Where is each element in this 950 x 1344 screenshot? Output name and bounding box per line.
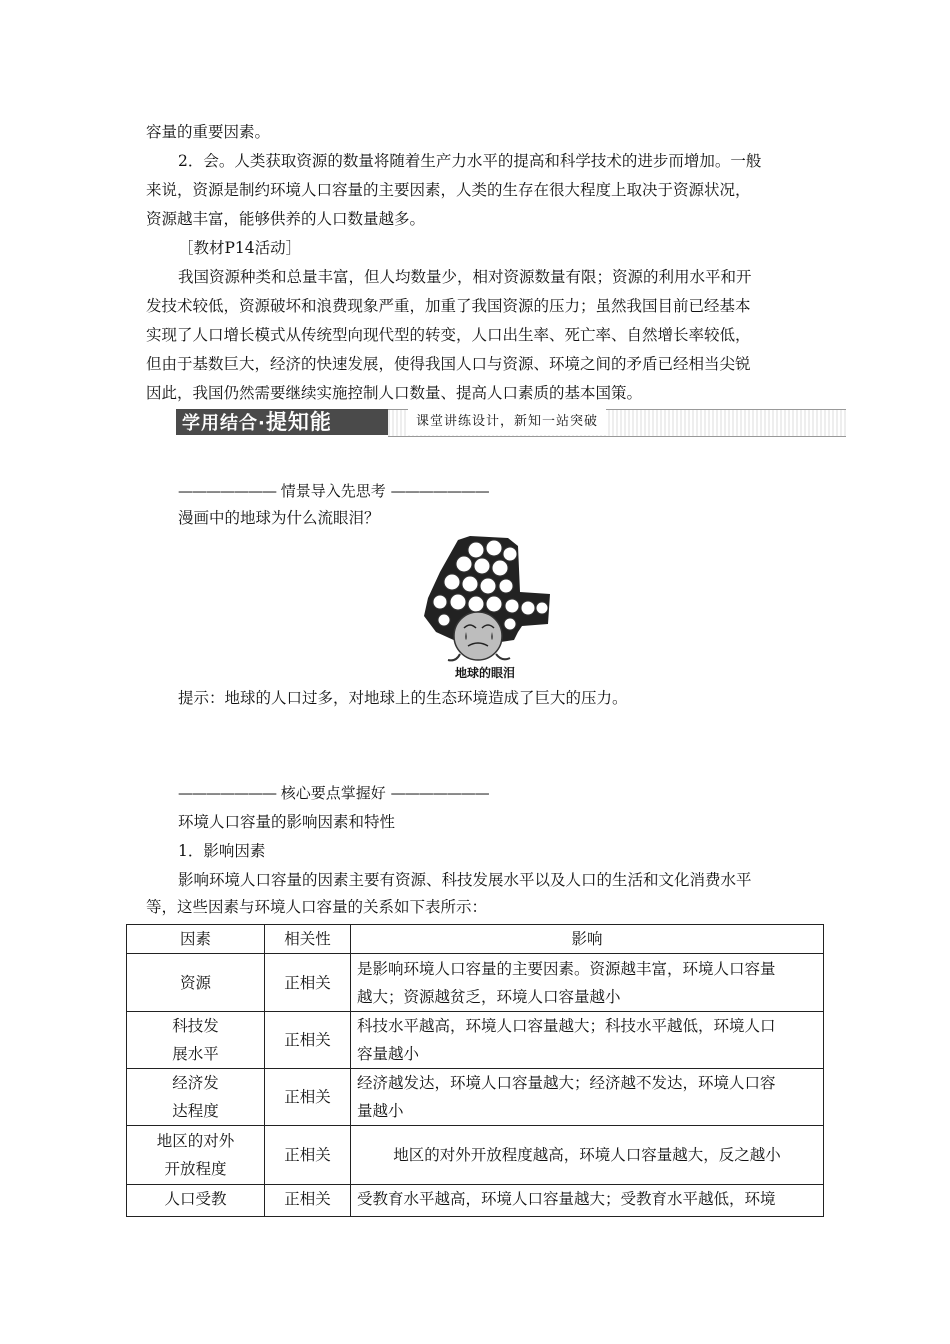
factor-cell [127, 1069, 265, 1126]
divider-dash: ——————— [390, 482, 489, 500]
earth-tears-cartoon [418, 532, 552, 682]
factors-table [126, 924, 824, 1217]
table-row [127, 954, 824, 1012]
factor-text: 人口受教 [164, 1190, 227, 1208]
para-3-line: 实现了人口增长模式从传统型向现代型的转变，人口出生率、死亡率、自然增长率较低， [146, 326, 751, 344]
effect-line: 经济越发达，环境人口容量越大；经济越不发达，环境人口容 [357, 1074, 776, 1092]
effect-cell [351, 1012, 824, 1069]
factor-text: 地区的对外 [156, 1132, 235, 1150]
correlation-cell: 正相关 [265, 1012, 351, 1069]
table-row [127, 1069, 824, 1126]
factor-text: 达程度 [172, 1102, 219, 1120]
topic-heading: 环境人口容量的影响因素和特性 [178, 813, 396, 831]
correlation-cell: 正相关 [265, 1069, 351, 1126]
body-line: 影响环境人口容量的因素主要有资源、科技发展水平以及人口的生活和文化消费水平 [178, 871, 752, 889]
effect-line: 科技水平越高，环境人口容量越大；科技水平越低，环境人口 [357, 1017, 776, 1035]
section-banner [176, 407, 846, 437]
divider-dash: ——————— [390, 784, 489, 802]
figure-caption: 地球的眼泪 [454, 666, 515, 680]
section-title: 情景导入先思考 [280, 482, 386, 500]
subheading: 1．影响因素 [178, 842, 266, 860]
section-title: 核心要点掌握好 [280, 784, 386, 802]
correlation-cell: 正相关 [265, 954, 351, 1012]
factor-cell [127, 1012, 265, 1069]
header-cell: 因素 [127, 925, 265, 954]
effect-line: 地区的对外开放程度越高，环境人口容量越大，反之越小 [393, 1146, 781, 1164]
para-2-line: 2．会。人类获取资源的数量将随着生产力水平的提高和科学技术的进步而增加。一般 [178, 152, 762, 170]
banner-title-a: 学用结合· [182, 413, 266, 434]
factor-text: 开放程度 [164, 1160, 227, 1178]
factor-text: 资源 [179, 973, 211, 992]
effect-cell [351, 1185, 824, 1217]
header-cell: 相关性 [265, 925, 351, 954]
divider-dash: ——————— [178, 784, 276, 802]
para-2-line: 资源越丰富，能够供养的人口数量越多。 [146, 210, 426, 228]
correlation-cell: 正相关 [265, 1126, 351, 1185]
table-header-row [127, 925, 824, 954]
effect-line: 量越小 [357, 1102, 404, 1120]
para-3-line: 但由于基数巨大，经济的快速发展，使得我国人口与资源、环境之间的矛盾已经相当尖锐 [146, 355, 751, 373]
effect-line: 受教育水平越高，环境人口容量越大；受教育水平越低，环境 [357, 1190, 776, 1208]
table-row [127, 1185, 824, 1217]
body-line: 等，这些因素与环境人口容量的关系如下表所示： [146, 898, 488, 916]
factor-text: 展水平 [172, 1045, 219, 1063]
question-text: 漫画中的地球为什么流眼泪？ [178, 509, 380, 527]
para-3-line: 发技术较低，资源破坏和浪费现象严重，加重了我国资源的压力；虽然我国目前已经基本 [146, 297, 751, 315]
factor-cell [127, 954, 265, 1012]
table-row [127, 1012, 824, 1069]
textbook-reference: ［教材P14活动］ [178, 239, 302, 257]
factor-text: 经济发 [172, 1074, 219, 1092]
effect-line: 越大；资源越贫乏，环境人口容量越小 [357, 987, 621, 1006]
divider-dash: ——————— [178, 482, 276, 500]
factor-cell [127, 1126, 265, 1185]
section-divider [178, 480, 489, 502]
earth-globe [454, 612, 502, 660]
effect-cell [351, 954, 824, 1012]
para-3-line: 我国资源种类和总量丰富，但人均数量少，相对资源数量有限；资源的利用水平和开 [178, 268, 752, 286]
hint-text: 提示：地球的人口过多，对地球上的生态环境造成了巨大的压力。 [178, 689, 628, 707]
effect-cell [351, 1069, 824, 1126]
correlation-cell: 正相关 [265, 1185, 351, 1217]
effect-line: 容量越小 [357, 1045, 420, 1063]
effect-line: 是影响环境人口容量的主要因素。资源越丰富，环境人口容量 [357, 959, 776, 978]
section-divider [178, 782, 489, 804]
intro-line: 容量的重要因素。 [146, 123, 271, 141]
banner-title-b: 提知能 [265, 410, 332, 434]
para-3-line: 因此，我国仍然需要继续实施控制人口数量、提高人口素质的基本国策。 [146, 384, 643, 402]
effect-cell [351, 1126, 824, 1185]
factor-cell [127, 1185, 265, 1217]
banner-subtitle: 课堂讲练设计，新知一站突破 [408, 409, 606, 435]
factor-text: 科技发 [172, 1017, 219, 1035]
banner-title [176, 409, 388, 435]
header-cell: 影响 [351, 925, 824, 954]
para-2-line: 来说，资源是制约环境人口容量的主要因素，人类的生存在很大程度上取决于资源状况， [146, 181, 751, 199]
table-row [127, 1126, 824, 1185]
